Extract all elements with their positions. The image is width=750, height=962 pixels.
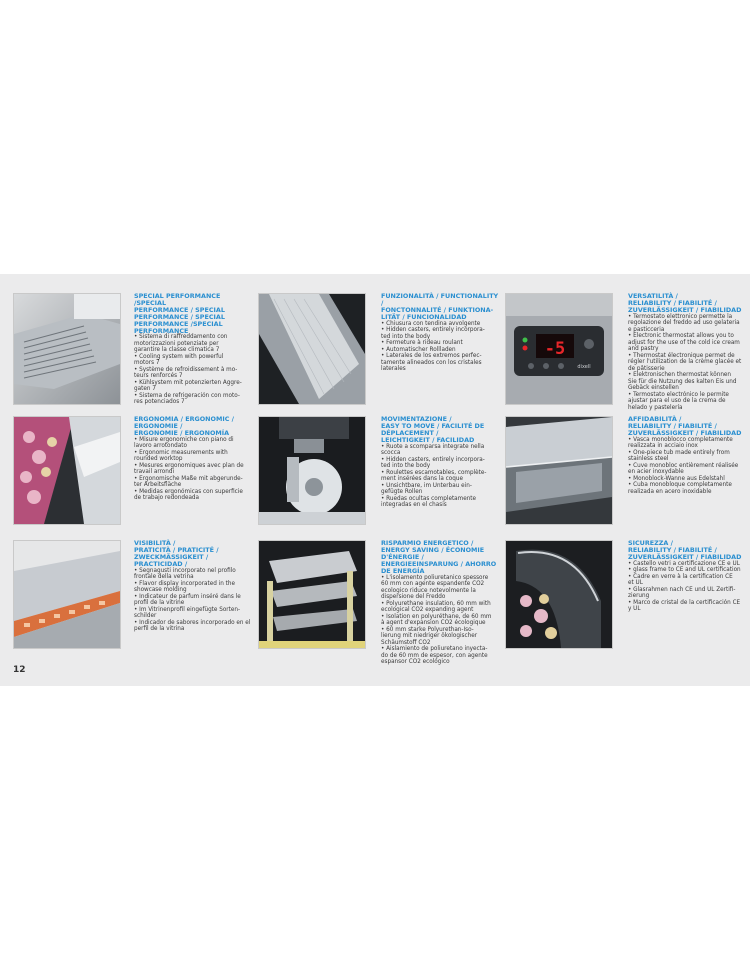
section-functionality [381, 293, 499, 373]
caster-wheel-photo [258, 416, 366, 525]
section-special-performance [134, 293, 252, 406]
section-reliability-tub [628, 416, 746, 495]
insulation-photo [258, 540, 366, 649]
section-body: • Termostato elettronico permette la regolazione del freddo ad uso gelateria e pasticceria • Electronic thermostat allows you to adjust for the use of the cold ice cream and pastry • Thermostat électronique permet de régler l'utilization de la crème glacée et de pâtisserie • Elektronischen thermostat können Sie für die Nutzung des kalten Eis und Gebäck einstellen • Termostato electrónico le permite ajustar para el uso de la crema de helado y pastelería [628, 313, 742, 411]
thermostat-photo [505, 293, 613, 405]
ergonomic-worktop-photo [13, 416, 121, 525]
section-safety [628, 540, 746, 613]
section-ergonomics [134, 416, 252, 502]
section-body: • L'isolamento poliuretanico spessore 60 mm con agente espandente CO2 ecologico riduce notevolmente la dispersione del Freddo • Polyurethane insulation, 60 mm with ecological CO2 expanding agent • Isolation en polyuréthane, de 60 mm à agent d'expansion CO2 écologique • 60 mm starke Polyurethan-Iso- lierung mit niedriger ökologischer Schäumstoff CO2 • Aislamiento de poliuretano inyecta- do de 60 mm de espesor, con agente espansor CO2 ecológico [381, 574, 492, 666]
section-heading: MOVIMENTAZIONE / EASY TO MOVE / FACILITÉ DE DÉPLACEMENT / LEICHTIGKEIT / FACILIDAD [381, 415, 485, 444]
section-body: • Sistema di raffreddamento con motorizzazioni potenziate per garantire la classe climatica 7 • Cooling system with powerful motors 7 • Système de refroidissement à mo- teurs renforcés 7 • Kühlsystem mit potenzierten Aggre- gaten 7 • Sistema de refrigeración con moto- res potenciados 7 [134, 334, 242, 406]
roller-shutter-photo [258, 293, 366, 405]
section-body: • Vasca monoblocco completamente realizzata in acciaio inox • One-piece tub made entirely from stainless steel • Cuve monobloc entièrement réalisée en acier inoxydable • Monoblock-Wanne aus Edelstahl • Cuba monobloque completamente realizada en acero inoxidable [628, 436, 739, 495]
section-visibility [134, 540, 252, 633]
section-heading: SPECIAL PERFORMANCE /SPECIAL PERFORMANCE / SPECIAL PERFORMANCE / SPECIAL PERFORMANCE /SPECIAL PERFORMANCE [134, 292, 225, 335]
thermostat-display: -5 [544, 339, 566, 359]
page-number: 12 [13, 665, 26, 675]
steel-tub-photo [505, 416, 613, 525]
glass-frame-photo [505, 540, 613, 649]
section-heading: ERGONOMIA / ERGONOMIC / ERGONOMIE / ERGONOMIE / ERGONOMÍA [134, 415, 234, 437]
section-easy-to-move [381, 416, 499, 509]
section-body: • Ruote a scomparsa integrate nella scocca • Hidden casters, entirely incorpora- ted into the body • Roulettes escamotables, complète- ment insérées dans la coque • Unsichtbare, im Unterbau ein- gefügte Rollen • Ruedas ocultas completamente integradas en el chasis [381, 443, 487, 509]
flavor-display-photo [13, 540, 121, 649]
section-heading: RISPARMIO ENERGETICO / ENERGY SAVING / ÉCONOMIE D'ÉNERGIE / ENERGIEEINSPARUNG / AHORRO DE ENERGÍA [381, 539, 497, 575]
section-heading: SICUREZZA / RELIABILITY / FIABILITÉ / ZUVERLÄSSIGKEIT / FIABILIDAD [628, 539, 742, 561]
section-energy-saving [381, 540, 499, 666]
thermostat-brand: dixell [577, 364, 591, 370]
section-body: • Segnagusti incorporato nel profilo frontale della vetrina • Flavor display incorporated in the showcase molding • Indicateur de parfum inséré dans le profil de la vitrine • Im Vitrinenprofil eingefügte Sorten- schilder • Indicador de sabores incorporado en el perfil de la vitrina [134, 567, 251, 633]
section-body: • Castello vetri a certificazione CE e UL • glass frame to CE and UL certification • Cadre en verre à la certification CE et UL • Glasrahmen nach CE und UL Zertifi- zierung • Marco de cristal de la certificación CE y UL [628, 560, 741, 613]
cooling-unit-photo [13, 293, 121, 405]
section-heading: AFFIDABILITÀ / RELIABILITY / FIABILITÉ / ZUVERLÄSSIGKEIT / FIABILIDAD [628, 415, 742, 437]
section-body: • Misure ergonomiche con piano di lavoro arrotondato • Ergonomic measurements with rounded worktop • Mesures ergonomiques avec plan de travail arrondi • Ergonomische Maße mit abgerunde- ter Arbeitsfläche • Medidas ergonómicas con superficie de trabajo redondeada [134, 436, 244, 502]
section-versatility [628, 293, 746, 411]
section-body: • Chiusura con tendina avvolgente • Hidden casters, entirely incorpora- ted into the body • Fermeture à rideau roulant • Automatischer Rollladen • Laterales de los extremos perfec- tamente alineados con los cristales laterales [381, 320, 485, 373]
section-heading: VISIBILITÀ / PRATICITÀ / PRATICITÉ / ZWECKMÄSSIGKEIT / PRACTICIDAD / [134, 539, 219, 568]
section-heading: VERSATILITÀ / RELIABILITY / FIABILITÉ / ZUVERLÄSSIGKEIT / FIABILIDAD [628, 292, 742, 314]
section-heading: FUNZIONALITÀ / FUNCTIONALITY / FONCTONNALITÉ / FUNKTIONA- LITÄT / FUNCIONALIDAD [381, 292, 499, 321]
